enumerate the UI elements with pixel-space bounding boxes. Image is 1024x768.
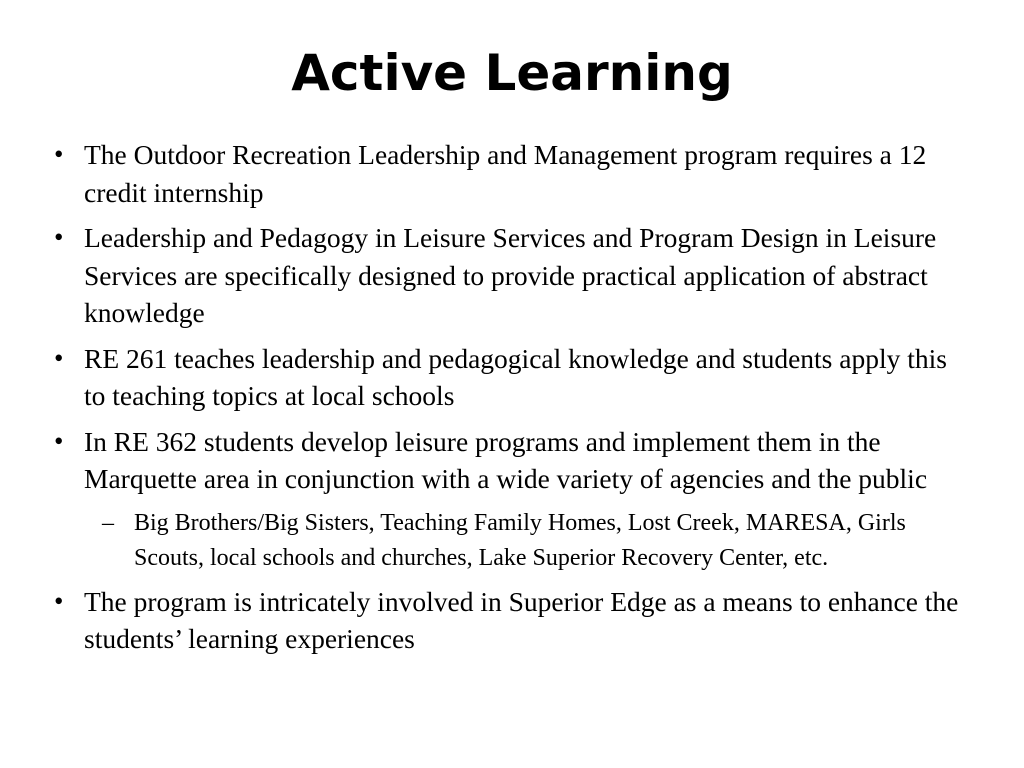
bullet-item — [50, 219, 970, 332]
slide-title: Active Learning — [291, 44, 733, 102]
bullet-item — [50, 583, 970, 658]
bullet-text: The Outdoor Recreation Leadership and Management program requires a 12 credit internship — [84, 139, 927, 208]
sub-bullet-marker: – — [102, 509, 114, 536]
bullet-item — [50, 340, 970, 415]
bullet-marker: • — [54, 425, 64, 456]
bullet-text: In RE 362 students develop leisure programs and implement them in the Marquette area in conjunction with a wide variety of agencies and the public — [84, 425, 928, 494]
bullet-item — [50, 423, 970, 498]
bullet-text: RE 261 teaches leadership and pedagogical knowledge and students apply this to teaching topics at local schools — [84, 342, 947, 411]
bullet-item — [50, 136, 970, 211]
bullet-marker: • — [54, 139, 64, 169]
bullet-marker: • — [54, 342, 64, 373]
bullet-text: The program is intricately involved in Superior Edge as a means to enhance the students’ learning experiences — [84, 585, 959, 654]
bullet-marker: • — [54, 222, 64, 252]
bullet-text: Leadership and Pedagogy in Leisure Services and Program Design in Leisure Services are specifically designed to provide practical application of abstract knowledge — [84, 222, 937, 328]
sub-bullet-item — [50, 506, 970, 577]
sub-bullet-text: Big Brothers/Big Sisters, Teaching Family Homes, Lost Creek, MARESA, Girls Scouts, local schools and churches, Lake Superior Recovery Center, etc. — [134, 509, 906, 571]
slide-body — [50, 136, 970, 666]
bullet-marker: • — [54, 585, 64, 616]
